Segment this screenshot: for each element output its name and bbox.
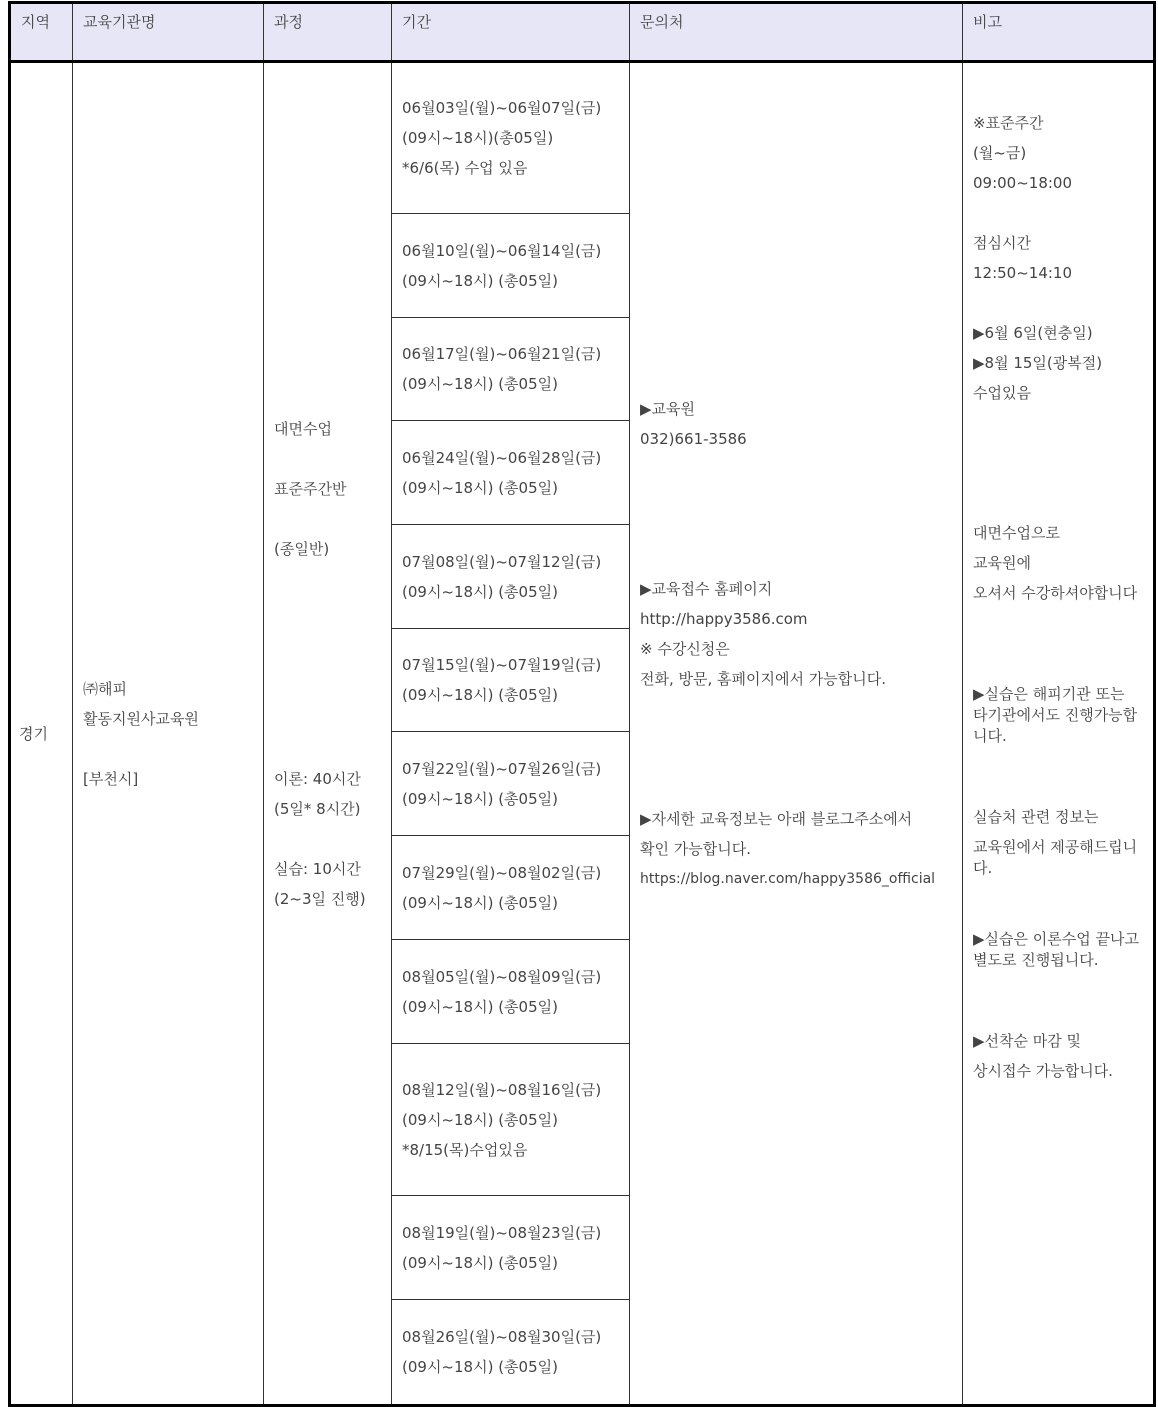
- period-cell: [392, 629, 630, 732]
- contact-cell: [630, 62, 963, 1406]
- period-hours: (09시~18시) (총05일): [402, 893, 558, 912]
- contact-homepage-label: ▶교육접수 홈페이지: [640, 579, 773, 598]
- note-gap: [973, 203, 1143, 223]
- period-remark: *6/6(목) 수업 있음: [402, 159, 528, 177]
- period-cell: [392, 62, 630, 214]
- institution-name-1: ㈜해피: [83, 679, 127, 698]
- contact-top-spacer: [640, 189, 952, 389]
- course-type: 대면수업: [274, 419, 332, 438]
- schedule-table: [8, 1, 1156, 1407]
- period-dates: 07월29일(월)~08월02일(금): [402, 863, 602, 882]
- period-remark: *8/15(목)수업있음: [402, 1140, 528, 1159]
- course-gap: [274, 449, 381, 469]
- period-cell: [392, 732, 630, 836]
- period-cell: [392, 1300, 630, 1406]
- region-cell: 경기: [10, 62, 73, 1406]
- contact-bottom-spacer: [640, 899, 952, 1279]
- course-cell: [264, 62, 392, 1406]
- institution-cell: [73, 62, 264, 1406]
- note-inperson-1: 대면수업으로: [973, 524, 1060, 542]
- note-practice-info-2: 교육원에서 제공해드립니다.: [973, 838, 1138, 877]
- note-gap: [973, 747, 1143, 797]
- course-theory: 이론: 40시간: [274, 769, 361, 788]
- period-dates: 08월19일(월)~08월23일(금): [402, 1223, 602, 1242]
- contact-apply-note: ※ 수강신청은: [640, 639, 730, 658]
- course-bottom-spacer: [274, 919, 381, 1249]
- period-cell: [392, 836, 630, 940]
- note-gap: [973, 293, 1143, 313]
- note-std-title: ※표준주간: [973, 114, 1044, 132]
- course-theory-detail: (5일* 8시간): [274, 799, 361, 818]
- header-region: 지역: [10, 3, 73, 62]
- period-hours: (09시~18시) (총05일): [402, 686, 558, 704]
- note-closing-1: ▶선착순 마감 및: [973, 1032, 1082, 1050]
- course-gap: [274, 829, 381, 849]
- course-class: 표준주간반: [274, 479, 347, 498]
- header-row: [10, 3, 1155, 62]
- period-hours: (09시~18시) (총05일): [402, 997, 558, 1016]
- period-hours: (09시~18시) (총05일): [402, 478, 558, 497]
- period-cell: [392, 421, 630, 525]
- course-practice: 실습: 10시간: [274, 859, 361, 878]
- note-gap: [973, 971, 1143, 1021]
- period-hours: (09시~18시) (총05일): [402, 582, 558, 601]
- note-closing-2: 상시접수 가능합니다.: [973, 1062, 1113, 1080]
- note-holiday-1: ▶6월 6일(현충일): [973, 324, 1093, 342]
- note-lunch-time: 12:50~14:10: [973, 264, 1073, 282]
- period-hours: (09시~18시) (총05일): [402, 271, 558, 290]
- period-dates: 08월12일(월)~08월16일(금): [402, 1080, 602, 1099]
- note-practice-1: ▶실습은 해피기관 또는 타기관에서도 진행가능합니다.: [973, 685, 1138, 745]
- contact-gap: [640, 699, 952, 799]
- period-hours: (09시~18시) (총05일): [402, 1358, 558, 1376]
- header-note: 비고: [963, 3, 1155, 62]
- note-std-time: 09:00~18:00: [973, 174, 1073, 192]
- contact-blog-note-2: 확인 가능합니다.: [640, 839, 751, 858]
- period-dates: 08월26일(월)~08월30일(금): [402, 1328, 602, 1346]
- note-gap: [973, 879, 1143, 929]
- institution-location: [부천시]: [83, 769, 139, 788]
- period-dates: 07월22일(월)~07월26일(금): [402, 759, 602, 778]
- header-contact: 문의처: [630, 3, 963, 62]
- period-hours: (09시~18시) (총05일): [402, 1110, 558, 1129]
- header-course: 과정: [264, 3, 392, 62]
- period-cell: [392, 1044, 630, 1196]
- contact-phone: 032)661-3586: [640, 429, 747, 448]
- period-cell: [392, 1196, 630, 1300]
- note-practice-2: ▶실습은 이론수업 끝나고 별도로 진행됩니다.: [973, 930, 1139, 969]
- course-fullday: (종일반): [274, 539, 330, 558]
- course-practice-detail: (2~3일 진행): [274, 889, 366, 908]
- period-hours: (09시~18시) (총05일): [402, 789, 558, 808]
- note-gap: [973, 413, 1143, 513]
- institution-gap: [83, 739, 253, 759]
- contact-blog-note-1: ▶자세한 교육정보는 아래 블로그주소에서: [640, 809, 913, 828]
- contact-gap: [640, 459, 952, 569]
- period-cell: [392, 525, 630, 629]
- contact-phone-label: ▶교육원: [640, 399, 696, 418]
- period-dates: 08월05일(월)~08월09일(금): [402, 967, 602, 986]
- period-dates: 06월24일(월)~06월28일(금): [402, 448, 602, 467]
- period-hours: (09시~18시) (총05일): [402, 1253, 558, 1272]
- period-dates: 06월10일(월)~06월14일(금): [402, 241, 602, 260]
- period-hours: (09시~18시)(총05일): [402, 129, 554, 147]
- header-institution: 교육기관명: [73, 3, 264, 62]
- course-gap: [274, 569, 381, 759]
- period-cell: [392, 214, 630, 318]
- course-gap: [274, 509, 381, 529]
- note-inperson-2: 교육원에: [973, 554, 1031, 572]
- course-top-spacer: [274, 219, 381, 409]
- period-dates: 07월08일(월)~07월12일(금): [402, 552, 602, 571]
- period-cell: [392, 318, 630, 421]
- period-dates: 06월03일(월)~06월07일(금): [402, 99, 602, 117]
- note-std-days: (월~금): [973, 144, 1027, 162]
- note-holiday-2: ▶8월 15일(광복절): [973, 354, 1103, 372]
- contact-homepage-url: http://happy3586.com: [640, 609, 808, 628]
- institution-name-2: 활동지원사교육원: [83, 709, 199, 728]
- period-cell: [392, 940, 630, 1044]
- note-holiday-note: 수업있음: [973, 384, 1031, 402]
- header-period: 기간: [392, 3, 630, 62]
- period-hours: (09시~18시) (총05일): [402, 375, 558, 393]
- period-dates: 06월17일(월)~06월21일(금): [402, 345, 602, 363]
- contact-blog-url: https://blog.naver.com/happy3586_official: [640, 870, 936, 887]
- note-lunch-label: 점심시간: [973, 234, 1031, 252]
- contact-apply-ways: 전화, 방문, 홈페이지에서 가능합니다.: [640, 669, 886, 688]
- note-inperson-3: 오셔서 수강하셔야합니다: [973, 584, 1138, 602]
- note-cell: [963, 62, 1155, 1406]
- note-practice-info-1: 실습처 관련 정보는: [973, 808, 1099, 826]
- note-gap: [973, 604, 1143, 684]
- period-dates: 07월15일(월)~07월19일(금): [402, 656, 602, 674]
